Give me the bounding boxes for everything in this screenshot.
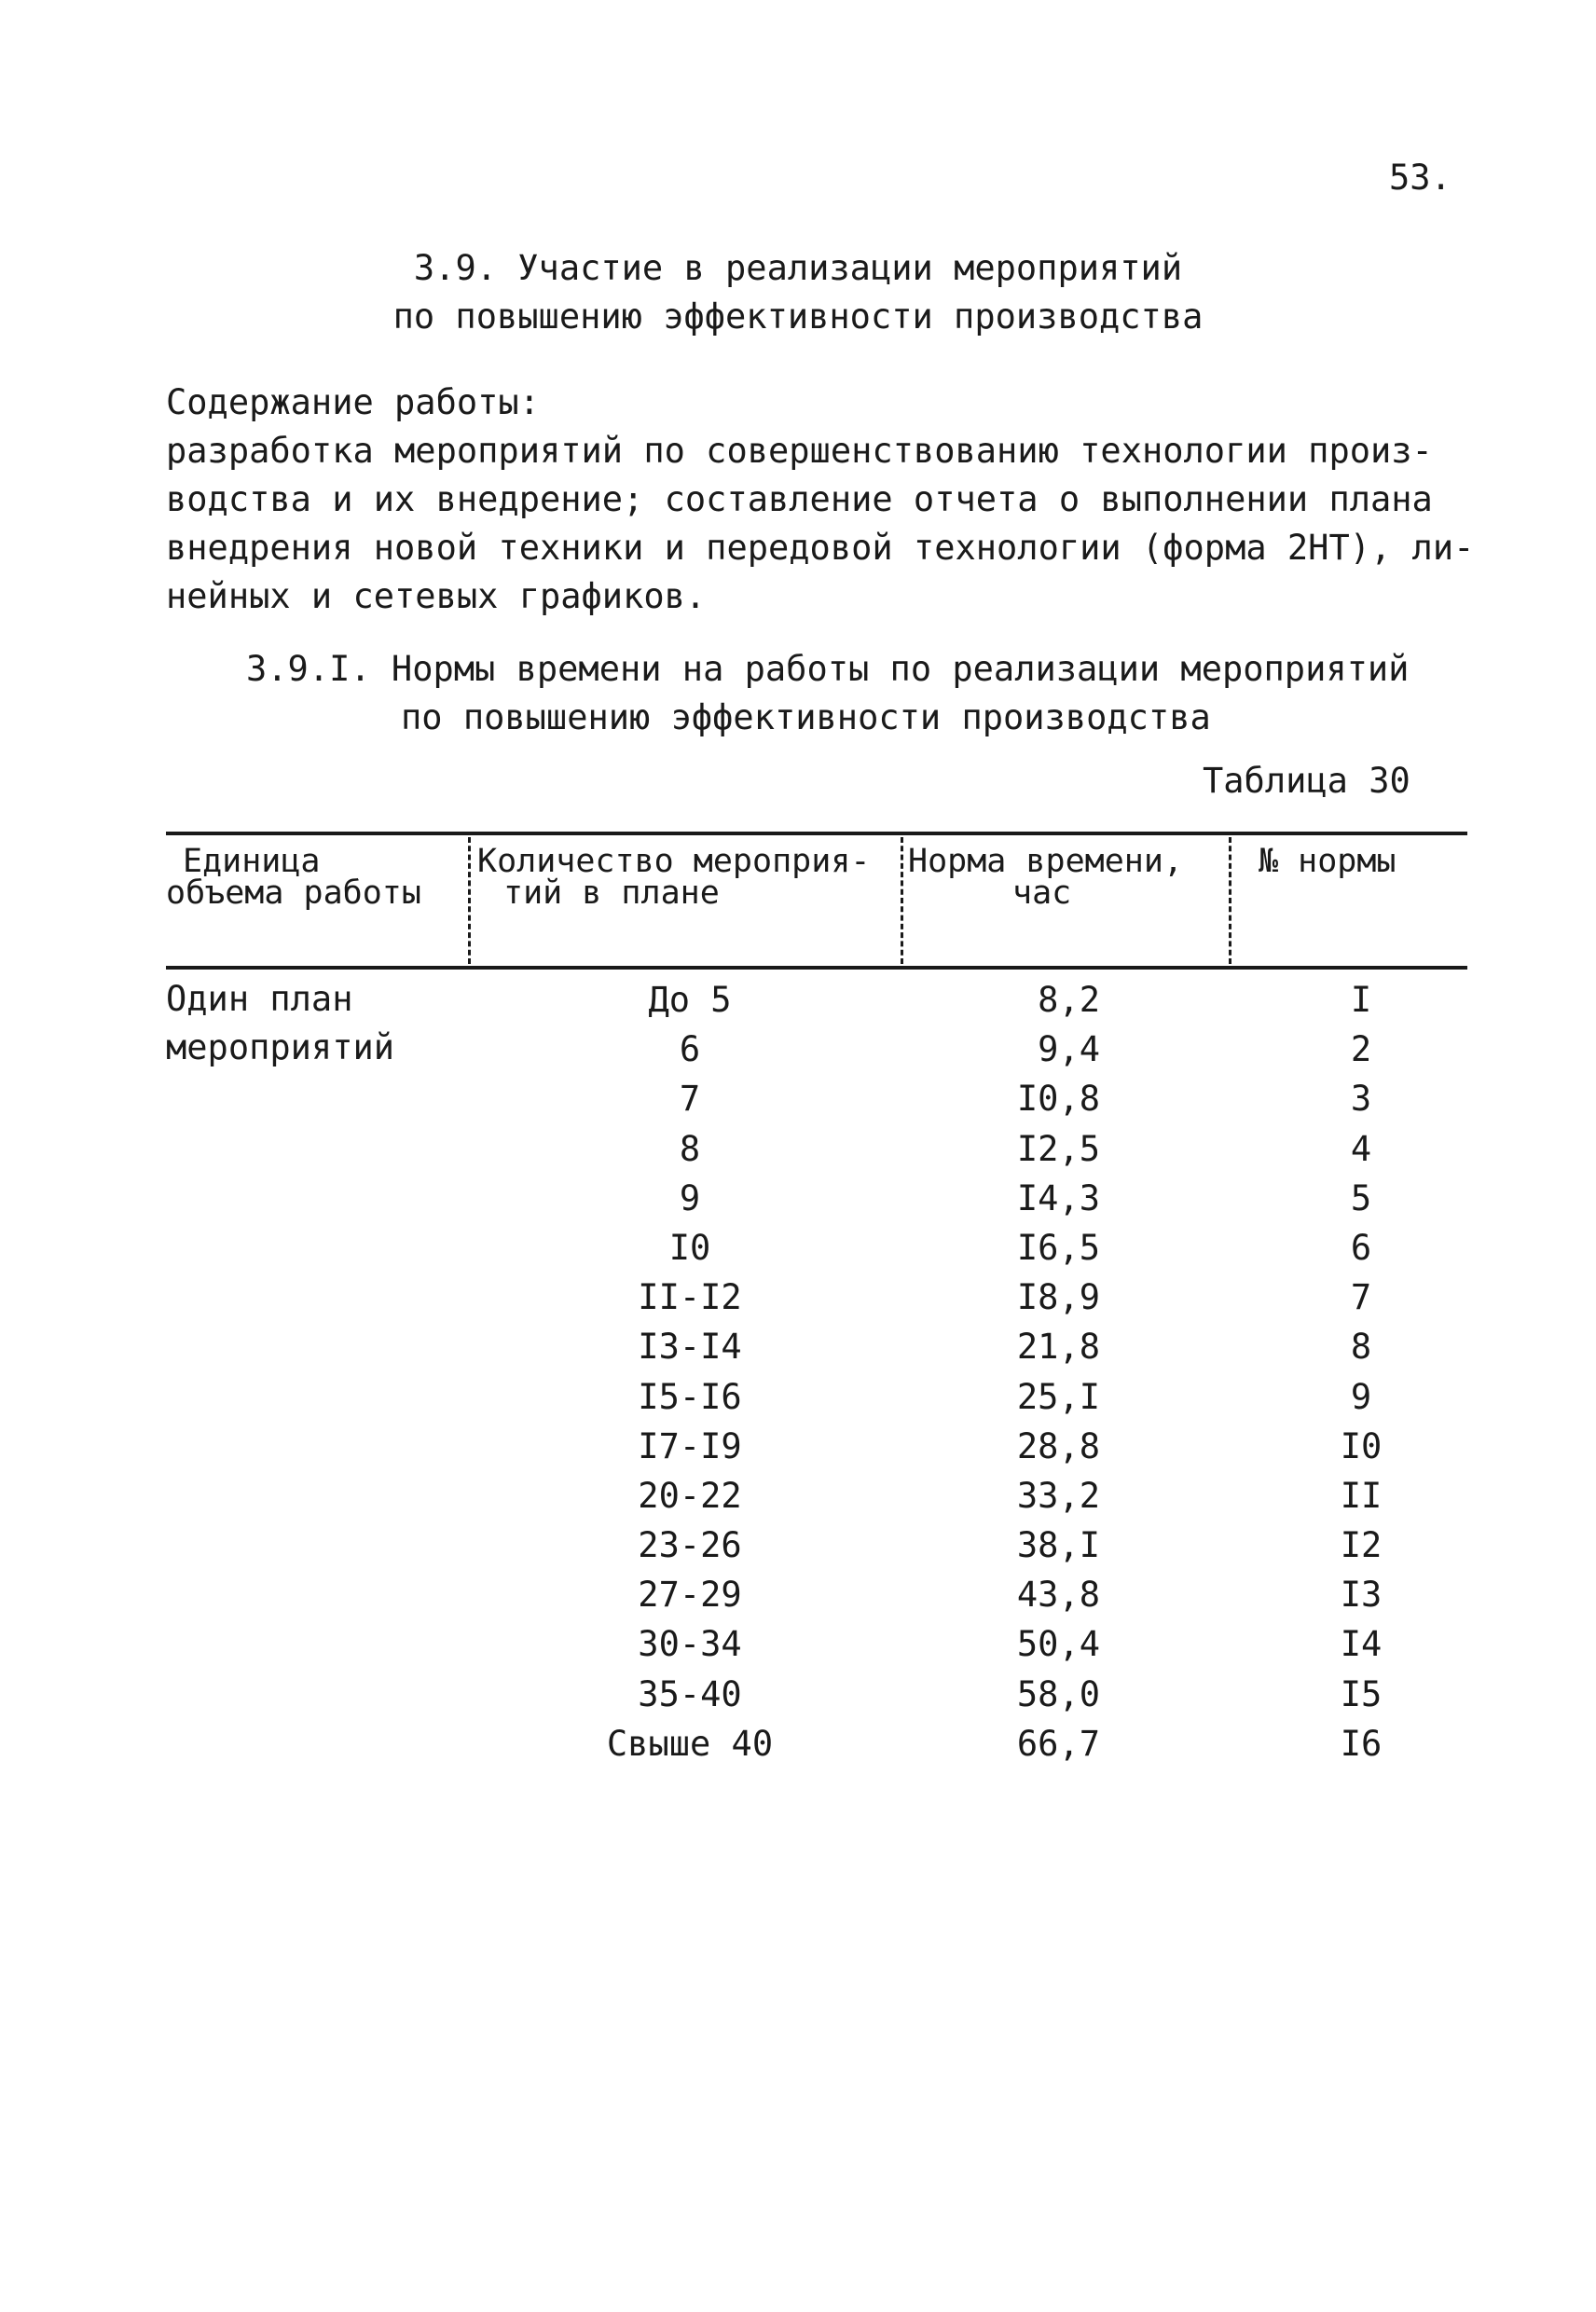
- norm-cell: 50,4: [1016, 1624, 1100, 1665]
- content-label: Содержание работы:: [166, 382, 540, 422]
- norm-number-cell: I6: [1340, 1723, 1383, 1764]
- norm-number-cell: I4: [1340, 1624, 1383, 1665]
- norm-number-cell: I5: [1340, 1673, 1383, 1714]
- norm-number-cell: 2: [1350, 1029, 1372, 1070]
- subsection-heading-line-2: по повышению эффективности производства: [401, 697, 1211, 737]
- qty-cell: I5-I6: [638, 1376, 742, 1417]
- qty-cell: I0: [668, 1227, 711, 1268]
- qty-cell: 7: [679, 1079, 701, 1120]
- qty-cell: 30-34: [638, 1624, 742, 1665]
- table-row: [0, 1521, 1596, 1570]
- body-text-line-4: нейных и сетевых графиков.: [166, 576, 707, 616]
- header-qty-line-1: Количество мероприя-: [477, 843, 871, 880]
- norm-number-cell: 9: [1350, 1376, 1372, 1417]
- norm-number-cell: 7: [1350, 1277, 1372, 1318]
- qty-cell: 23-26: [638, 1525, 742, 1566]
- norm-cell: 8,2: [1038, 980, 1100, 1020]
- norm-cell: 33,2: [1016, 1475, 1100, 1516]
- norm-cell: 25,I: [1016, 1376, 1100, 1417]
- qty-cell: До 5: [648, 980, 732, 1020]
- table-row: [0, 1670, 1596, 1719]
- norm-cell: 58,0: [1016, 1673, 1100, 1714]
- qty-cell: 6: [679, 1029, 701, 1070]
- qty-cell: I3-I4: [638, 1327, 742, 1368]
- table-row: [0, 1471, 1596, 1521]
- qty-cell: I7-I9: [638, 1425, 742, 1466]
- norm-cell: I4,3: [1016, 1177, 1100, 1218]
- norm-cell: 21,8: [1016, 1327, 1100, 1368]
- norm-number-cell: I: [1350, 980, 1372, 1020]
- column-divider: [901, 837, 903, 964]
- qty-cell: 9: [679, 1177, 701, 1218]
- table-row: [0, 1174, 1596, 1223]
- table-row: [0, 1422, 1596, 1471]
- table-row: [0, 1273, 1596, 1322]
- table-row: [0, 1719, 1596, 1768]
- section-heading-line-1: 3.9. Участие в реализации мероприятий: [413, 248, 1183, 288]
- norm-number-cell: II: [1340, 1475, 1383, 1516]
- unit-cell-line-1: Один план: [166, 979, 353, 1019]
- norm-cell: I0,8: [1016, 1079, 1100, 1120]
- table-row: [0, 1372, 1596, 1422]
- norm-cell: I2,5: [1016, 1128, 1100, 1169]
- table-caption: Таблица 30: [1203, 761, 1410, 801]
- qty-cell: Свыше 40: [606, 1723, 774, 1764]
- norm-cell: I8,9: [1016, 1277, 1100, 1318]
- table-row: [0, 1223, 1596, 1273]
- norm-cell: 66,7: [1016, 1723, 1100, 1764]
- header-norm-number: № нормы: [1259, 843, 1396, 880]
- body-text-line-3: внедрения новой техники и передовой технологии (форма 2НТ), ли-: [166, 528, 1475, 568]
- qty-cell: 27-29: [638, 1575, 742, 1616]
- body-text-line-1: разработка мероприятий по совершенствованию технологии произ-: [166, 431, 1433, 471]
- column-divider: [1229, 837, 1231, 964]
- section-heading-line-2: по повышению эффективности производства: [392, 296, 1204, 337]
- norm-cell: 38,I: [1016, 1525, 1100, 1566]
- header-norm-line-2: час: [1012, 874, 1072, 912]
- table-body: [0, 975, 1596, 1768]
- norm-cell: 28,8: [1016, 1425, 1100, 1466]
- norm-cell: 9,4: [1038, 1029, 1100, 1070]
- norm-cell: 43,8: [1016, 1575, 1100, 1616]
- norm-number-cell: 6: [1350, 1227, 1372, 1268]
- qty-cell: 8: [679, 1128, 701, 1169]
- header-qty-line-2: тий в плане: [503, 874, 720, 912]
- header-norm-line-1: Норма времени,: [908, 843, 1184, 880]
- unit-cell-line-2: мероприятий: [166, 1027, 395, 1067]
- norm-number-cell: 5: [1350, 1177, 1372, 1218]
- qty-cell: 20-22: [638, 1475, 742, 1516]
- table-row: [0, 1619, 1596, 1669]
- norm-number-cell: I3: [1340, 1575, 1383, 1616]
- header-unit-line-1: Единица: [183, 843, 321, 880]
- norm-number-cell: I0: [1340, 1425, 1383, 1466]
- table-row: [0, 975, 1596, 1025]
- body-text-line-2: водства и их внедрение; составление отчета о выполнении плана: [166, 479, 1433, 519]
- table-row: [0, 1570, 1596, 1619]
- table-row: [0, 1322, 1596, 1371]
- table-row: [0, 1074, 1596, 1123]
- norm-number-cell: 4: [1350, 1128, 1372, 1169]
- norm-cell: I6,5: [1016, 1227, 1100, 1268]
- header-unit-line-2: объема работы: [166, 874, 421, 912]
- table-top-rule: [166, 832, 1467, 835]
- table-header-rule: [166, 966, 1467, 970]
- norm-number-cell: 3: [1350, 1079, 1372, 1120]
- norm-number-cell: 8: [1350, 1327, 1372, 1368]
- column-divider: [468, 837, 471, 964]
- table-row: [0, 1025, 1596, 1074]
- page-number: 53.: [1389, 158, 1452, 198]
- qty-cell: II-I2: [638, 1277, 742, 1318]
- table-row: [0, 1124, 1596, 1174]
- subsection-heading-line-1: 3.9.I. Нормы времени на работы по реализации мероприятий: [246, 649, 1410, 689]
- qty-cell: 35-40: [638, 1673, 742, 1714]
- norm-number-cell: I2: [1340, 1525, 1383, 1566]
